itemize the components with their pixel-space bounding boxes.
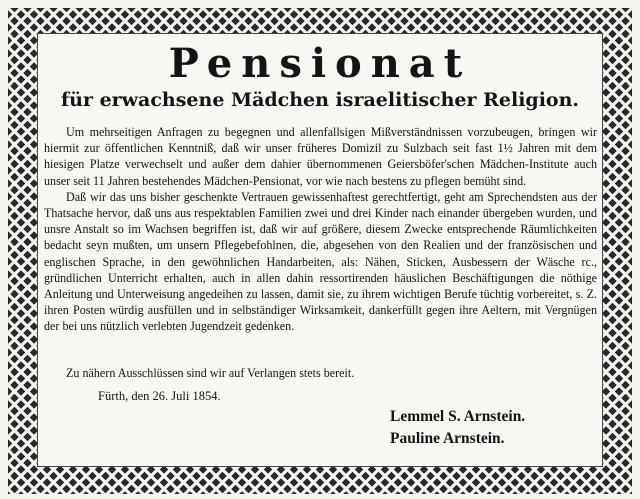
notice-subtitle: für erwachsene Mädchen israelitischer Religion. bbox=[60, 89, 580, 111]
notice-body bbox=[44, 124, 597, 335]
notice-title: Pensionat bbox=[168, 40, 472, 87]
paragraph-2: Daß wir das uns bisher geschenkte Vertrauen gewissenhaftest gerechtfertigt, geht am Sprechendsten aus der Thatsache hervor, daß uns aus respektablen Familien zwei und drei Kinder nach einander übergeben wurden, und unsre Anstalt so im Wachsen begriffen ist, daß wir auf größere, diesem Zwecke entsprechende Räumlichkeiten bedacht seyn mußten, um unsern Pflegebefohlnen, die, abgesehen von den Realien und der französischen und englischen Sprache, in den gewöhnlichen Handarbeiten, als: Nähen, Sticken, Ausbessern der Wäsche rc., gründlichen Unterricht erhalten, auch in allen dahin ressortirenden häuslichen Beschäftigungen die nöthige Anleitung und Unterweisung angedeihen zu lassen, damit sie, zu ihrem wichtigen Berufe tüchtig vorbereitet, s. Z. ihren Posten würdig ausfüllen und in selbständiger Wirksamkeit, dankerfüllt gegen ihre Aeltern, mit Vergnügen der bei uns nützlich verlebten Jugendzeit gedenken. bbox=[44, 189, 597, 334]
paragraph-1: Um mehrseitigen Anfragen zu begegnen und allenfallsigen Mißverständnissen vorzubeugen, bringen wir hiermit zur öffentlichen Kenntniß, daß wir unser früheres Domizil zu Sulzbach seit fast 1½ Jahren mit dem hiesigen Platze verwechselt und außer dem dahier übernommenen Geiersböfer'schen Mädchen-Institute auch unser seit 11 Jahren bestehendes Mädchen-Pensionat, vor wie nach bestens zu pflegen bemüht sind. bbox=[44, 125, 597, 188]
signatory-2: Pauline Arnstein. bbox=[390, 430, 505, 447]
signatory-1: Lemmel S. Arnstein. bbox=[390, 408, 526, 425]
closing-line: Zu nähern Ausschlüssen sind wir auf Verlangen stets bereit. bbox=[66, 366, 355, 380]
notice-panel bbox=[38, 34, 602, 466]
signature-block bbox=[390, 406, 600, 450]
dateline: Fürth, den 26. Juli 1854. bbox=[98, 389, 221, 403]
